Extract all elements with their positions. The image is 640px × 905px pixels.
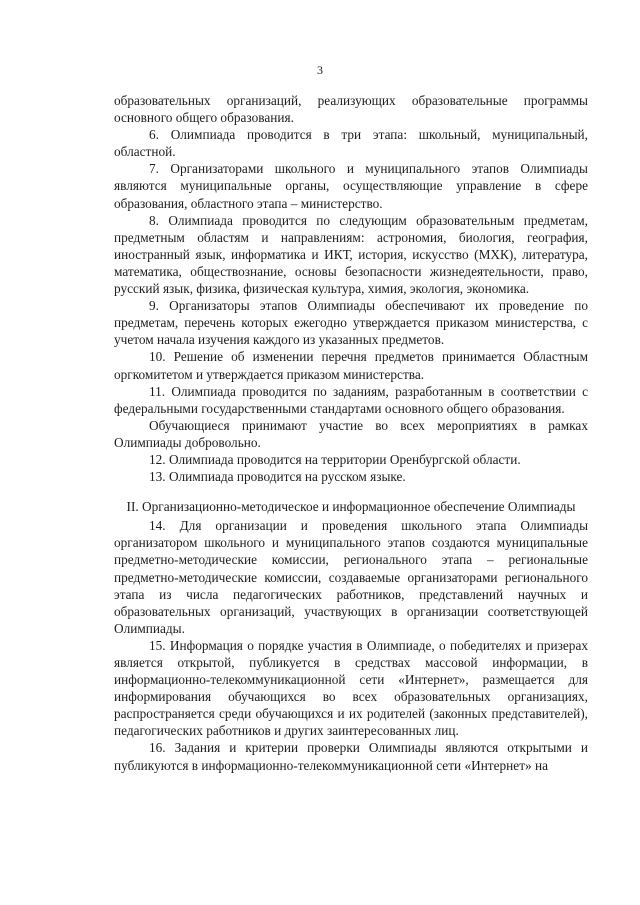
paragraph-voluntary: Обучающиеся принимают участие во всех мероприятиях в рамках Олимпиады добровольно. (114, 417, 588, 450)
paragraph-14: 14. Для организации и проведения школьного этапа Олимпиады организатором школьного и муниципального этапов создаются муниципальные предметно-методические комиссии, регионального этапа – региональные предметно-методические комиссии, создаваемые организаторами регионального этапа из числа педагогических работников, представлений научных и образовательных организаций, участвующих в организации соответствующей Олимпиады. (114, 518, 588, 636)
paragraph-16: 16. Задания и критерии проверки Олимпиады являются открытыми и публикуются в информационно-телекоммуникационной сети «Интернет» на (114, 740, 588, 773)
paragraph-9: 9. Организаторы этапов Олимпиады обеспечивают их проведение по предметам, перечень которых ежегодно утверждается приказом министерства, с учетом начала изучения каждого из указанных предметов. (114, 298, 588, 348)
section-heading: II. Организационно-методическое и информационное обеспечение Олимпиады (126, 499, 576, 515)
paragraph-6: 6. Олимпиада проводится в три этапа: школьный, муниципальный, областной. (114, 127, 588, 160)
page-number: 3 (317, 63, 323, 77)
paragraph-continuation: образовательных организаций, реализующих образовательные программы основного общего образования. (114, 93, 588, 126)
paragraph-13: 13. Олимпиада проводится на русском языке. (149, 469, 406, 485)
paragraph-10: 10. Решение об изменении перечня предметов принимается Областным оргкомитетом и утверждается приказом министерства. (114, 349, 588, 382)
paragraph-8: 8. Олимпиада проводится по следующим образовательным предметам, предметным областям и направлениям: астрономия, биология, география, иностранный язык, информатика и ИКТ, история, искусство (МХК), литература, математика, обществознание, основы безопасности жизнедеятельности, право, русский язык, физика, физическая культура, химия, экология, экономика. (114, 212, 588, 297)
document-body (114, 92, 588, 774)
paragraph-15: 15. Информация о порядке участия в Олимпиаде, о победителях и призерах является открытой, публикуется в средствах массовой информации, в информационно-телекоммуникационной сети «Интернет», размещается для информирования обучающихся во всех образовательных организациях, распространяется среди обучающихся и их родителей (законных представителей), педагогических работников и других заинтересованных лиц. (114, 637, 588, 739)
paragraph-12: 12. Олимпиада проводится на территории Оренбургской области. (149, 451, 521, 467)
paragraph-11: 11. Олимпиада проводится по заданиям, разработанным в соответствии с федеральными государственными стандартами основного общего образования. (114, 383, 588, 416)
paragraph-7: 7. Организаторами школьного и муниципального этапов Олимпиады являются муниципальные органы, осуществляющие управление в сфере образования, областного этапа – министерство. (114, 161, 588, 211)
